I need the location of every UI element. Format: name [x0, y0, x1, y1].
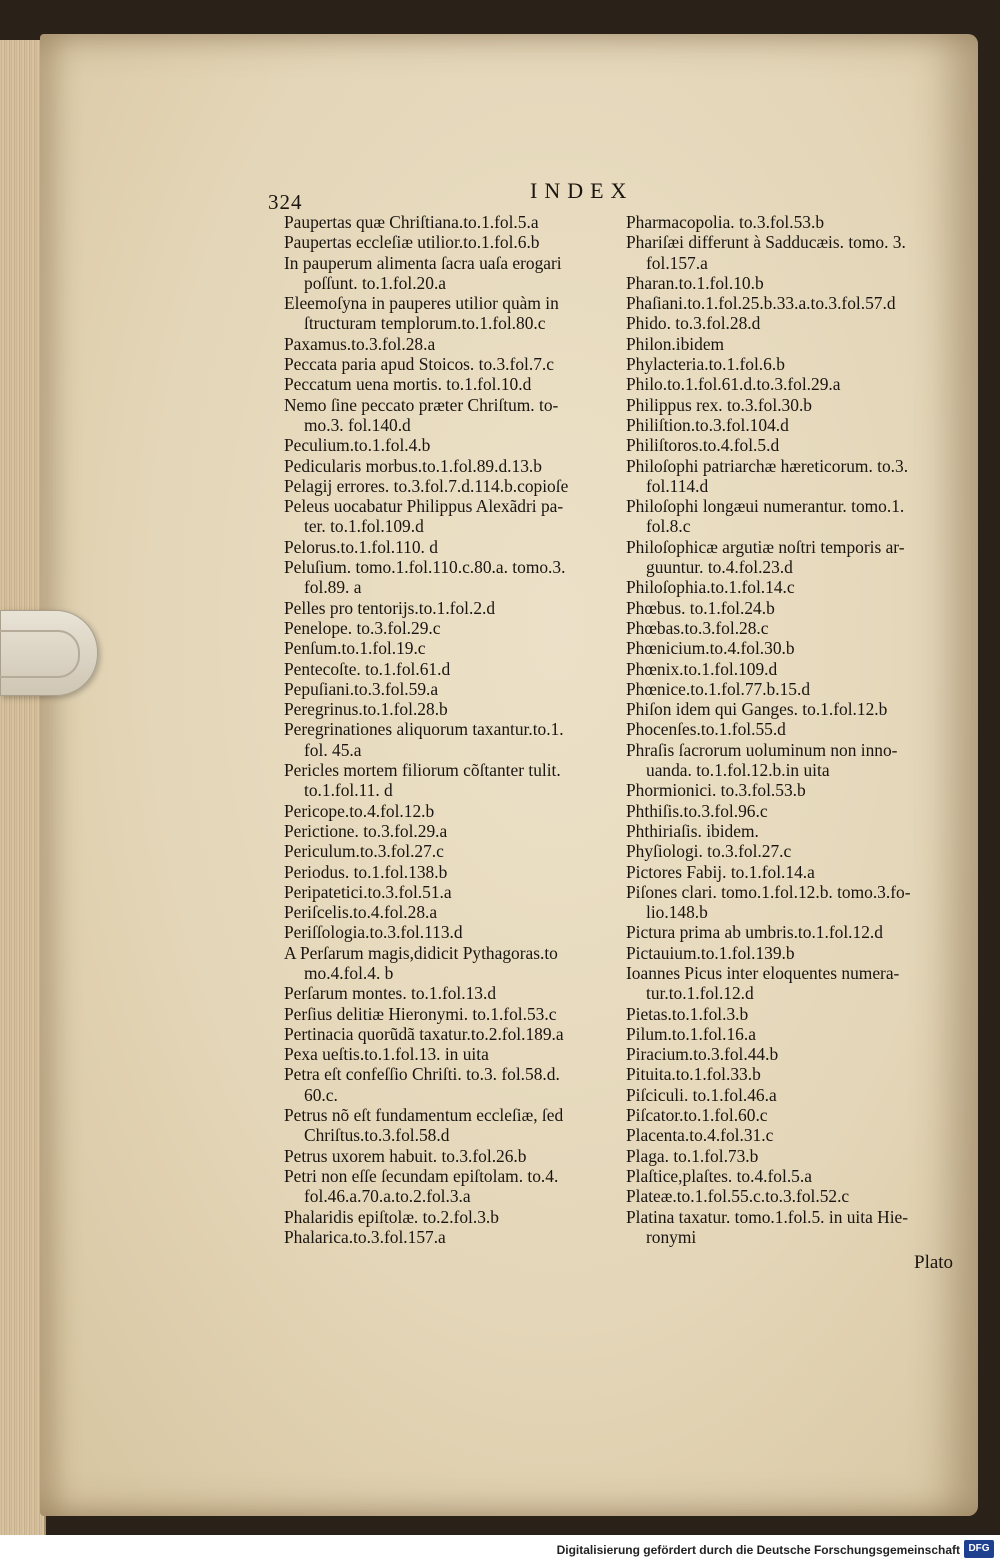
index-column-left [284, 212, 614, 1247]
index-entry-text: Phocenſes.to.1.fol.55.d [626, 719, 786, 740]
index-entry-text: Pelagij errores. to.3.fol.7.d.114.b.copioſe [284, 475, 569, 496]
index-entry [626, 415, 966, 435]
index-entry-text: Perictione. to.3.fol.29.a [284, 820, 448, 841]
index-entry-text: Philoſophi longæui numerantur. tomo.1. [626, 496, 905, 517]
index-entry [284, 902, 614, 922]
index-entry-text: Philiſtoros.to.4.fol.5.d [626, 435, 780, 456]
index-entry [284, 1064, 614, 1105]
index-entry [284, 1146, 614, 1166]
index-entry [626, 1146, 966, 1166]
index-entry [284, 212, 614, 232]
index-entry-text: In pauperum alimenta ſacra uaſa erogari [284, 252, 562, 273]
index-entry [284, 862, 614, 882]
index-entry-text: Peluſium. tomo.1.fol.110.c.80.a. tomo.3. [284, 557, 566, 578]
index-entry [626, 1064, 966, 1084]
index-entry [626, 273, 966, 293]
index-entry [626, 334, 966, 354]
index-entry [626, 1207, 966, 1248]
index-entry-text: Pedicularis morbus.to.1.fol.89.d.13.b [284, 455, 542, 476]
index-entry-text: Piſciculi. to.1.fol.46.a [626, 1084, 777, 1105]
index-entry-text: Petri non eſſe ſecundam epiſtolam. to.4. [284, 1165, 559, 1186]
index-entry-text: Pepuſiani.to.3.fol.59.a [284, 678, 439, 699]
index-entry-text: Philoſophi patriarchæ hæreticorum. to.3. [626, 455, 909, 476]
index-entry-text: Phœbus. to.1.fol.24.b [626, 597, 775, 618]
index-entry-text: Pituita.to.1.fol.33.b [626, 1064, 761, 1085]
index-entry [284, 496, 614, 537]
index-entry-continuation: mo.4.fol.4. b [304, 962, 394, 983]
index-entry-text: Perſius delitiæ Hieronymi. to.1.fol.53.c [284, 1003, 557, 1024]
index-entry [626, 1105, 966, 1125]
index-entry-continuation: fol.89. a [304, 577, 362, 598]
index-entry [626, 821, 966, 841]
index-entry-text: Phœnice.to.1.fol.77.b.15.d [626, 678, 811, 699]
index-entry-text: Pharan.to.1.fol.10.b [626, 272, 764, 293]
index-entry [284, 659, 614, 679]
index-entry [626, 1024, 966, 1044]
index-entry [626, 922, 966, 942]
index-entry-text: Phalarica.to.3.fol.157.a [284, 1226, 446, 1247]
index-entry-text: Pietas.to.1.fol.3.b [626, 1003, 749, 1024]
index-entry-text: Paupertas quæ Chriſtiana.to.1.fol.5.a [284, 212, 539, 232]
index-entry [284, 760, 614, 801]
index-entry-text: Pexa ueſtis.to.1.fol.13. in uita [284, 1044, 489, 1065]
index-entry-text: Philoſophia.to.1.fol.14.c [626, 577, 795, 598]
index-entry [626, 293, 966, 313]
index-entry [284, 719, 614, 760]
index-entry-text: Petra eſt confeſſio Chriſti. to.3. fol.58.d. [284, 1064, 560, 1085]
index-entry-continuation: ter. to.1.fol.109.d [304, 516, 424, 537]
index-entry-continuation: Chriſtus.to.3.fol.58.d [304, 1125, 450, 1146]
index-entry-text: Phylacteria.to.1.fol.6.b [626, 354, 785, 375]
index-entry-text: Phaſiani.to.1.fol.25.b.33.a.to.3.fol.57.d [626, 293, 896, 314]
index-entry-text: Phalaridis epiſtolæ. to.2.fol.3.b [284, 1206, 499, 1227]
index-entry-continuation: uanda. to.1.fol.12.b.in uita [646, 760, 830, 781]
index-entry [284, 821, 614, 841]
index-entry-text: Phthiriaſis. ibidem. [626, 820, 759, 841]
index-entry [284, 638, 614, 658]
index-entry [626, 659, 966, 679]
index-entry-text: Plaga. to.1.fol.73.b [626, 1145, 759, 1166]
index-entry-text: Phormionici. to.3.fol.53.b [626, 780, 806, 801]
index-entry-continuation: fol. 45.a [304, 739, 362, 760]
index-entry [626, 699, 966, 719]
index-entry [626, 232, 966, 273]
index-entry [626, 496, 966, 537]
index-entry-text: Phœnix.to.1.fol.109.d [626, 658, 778, 679]
index-entry [626, 740, 966, 781]
index-entry-continuation: lio.148.b [646, 902, 708, 923]
index-entry-text: Peregrinus.to.1.fol.28.b [284, 699, 448, 720]
index-entry-text: Phiſon idem qui Ganges. to.1.fol.12.b [626, 699, 888, 720]
index-entry-text: Placenta.to.4.fol.31.c [626, 1125, 774, 1146]
index-entry [284, 943, 614, 984]
index-entry [284, 699, 614, 719]
index-entry-text: Phraſis ſacrorum uoluminum non inno- [626, 739, 898, 760]
index-entry-text: Piracium.to.3.fol.44.b [626, 1044, 779, 1065]
index-entry-text: Platina taxatur. tomo.1.fol.5. in uita Hie- [626, 1206, 909, 1227]
index-entry-text: Piſcator.to.1.fol.60.c [626, 1105, 768, 1126]
index-entry [626, 374, 966, 394]
index-entry [284, 435, 614, 455]
index-entry [284, 232, 614, 252]
index-entry [284, 1166, 614, 1207]
index-entry [626, 456, 966, 497]
index-entry [626, 435, 966, 455]
index-entry [626, 598, 966, 618]
index-entry [626, 1004, 966, 1024]
index-entry-text: Peregrinationes aliquorum taxantur.to.1. [284, 719, 564, 740]
index-entry-continuation: mo.3. fol.140.d [304, 414, 411, 435]
index-entry-text: Peculium.to.1.fol.4.b [284, 435, 431, 456]
index-entry-text: Phœbas.to.3.fol.28.c [626, 617, 769, 638]
funding-note: Digitalisierung gefördert durch die Deutsche Forschungsgemeinschaft [556, 1543, 960, 1557]
index-entry [626, 618, 966, 638]
index-entry-text: Phyſiologi. to.3.fol.27.c [626, 841, 792, 862]
index-entry [626, 679, 966, 699]
index-entry-text: Pentecoſte. to.1.fol.61.d [284, 658, 451, 679]
index-entry [626, 841, 966, 861]
index-entry [626, 1186, 966, 1206]
index-entry-text: Peccata paria apud Stoicos. to.3.fol.7.c [284, 354, 554, 375]
index-column-right [626, 212, 966, 1247]
index-entry [284, 354, 614, 374]
index-entry-text: Pericope.to.4.fol.12.b [284, 800, 435, 821]
page-number: 324 [268, 190, 303, 214]
index-entry [626, 1044, 966, 1064]
index-entry [284, 557, 614, 598]
index-entry-text: Plateæ.to.1.fol.55.c.to.3.fol.52.c [626, 1186, 850, 1207]
index-entry [284, 882, 614, 902]
index-entry-text: Nemo ſine peccato præter Chriſtum. to- [284, 394, 559, 415]
index-entry [284, 1004, 614, 1024]
index-entry [626, 882, 966, 923]
index-entry [284, 395, 614, 436]
index-entry-continuation: 60.c. [304, 1084, 338, 1105]
dfg-logo: DFG [964, 1540, 994, 1558]
index-entry [284, 1044, 614, 1064]
index-entry [284, 374, 614, 394]
index-entry-continuation: fol.8.c [646, 516, 691, 537]
index-entry [284, 476, 614, 496]
index-entry-text: Plaſtice,plaſtes. to.4.fol.5.a [626, 1165, 812, 1186]
index-entry [284, 253, 614, 294]
index-entry-text: Peripatetici.to.3.fol.51.a [284, 881, 452, 902]
index-entry-text: Pharmacopolia. to.3.fol.53.b [626, 212, 825, 232]
index-entry-text: Pertinacia quorũdã taxatur.to.2.fol.189.a [284, 1023, 564, 1044]
index-entry-text: Ioannes Picus inter eloquentes numera- [626, 962, 900, 983]
index-entry-text: Phthiſis.to.3.fol.96.c [626, 800, 768, 821]
index-entry-text: Peccatum uena mortis. to.1.fol.10.d [284, 374, 532, 395]
index-entry [284, 334, 614, 354]
index-entry-text: Penſum.to.1.fol.19.c [284, 638, 426, 659]
index-entry [284, 801, 614, 821]
index-entry-text: Philiſtion.to.3.fol.104.d [626, 414, 789, 435]
index-entry [626, 577, 966, 597]
index-entry-text: Phido. to.3.fol.28.d [626, 313, 761, 334]
index-entry-text: Phariſæi differunt à Sadducæis. tomo. 3. [626, 232, 906, 253]
index-entry-text: Paupertas eccleſiæ utilior.to.1.fol.6.b [284, 232, 540, 253]
index-entry-text: Eleemoſyna in pauperes utilior quàm in [284, 293, 559, 314]
index-entry [626, 1085, 966, 1105]
index-entry-text: Periculum.to.3.fol.27.c [284, 841, 444, 862]
index-entry-continuation: ſtructuram templorum.to.1.fol.80.c [304, 313, 546, 334]
index-entry-text: Perſarum montes. to.1.fol.13.d [284, 983, 497, 1004]
index-entry-text: Piſones clari. tomo.1.fol.12.b. tomo.3.fo- [626, 881, 911, 902]
index-entry-text: Periodus. to.1.fol.138.b [284, 861, 448, 882]
index-entry [626, 719, 966, 739]
index-entry-continuation: poſſunt. to.1.fol.20.a [304, 272, 447, 293]
index-entry [284, 598, 614, 618]
index-entry-text: Philon.ibidem [626, 333, 725, 354]
index-entry-continuation: fol.114.d [646, 475, 709, 496]
index-entry [626, 801, 966, 821]
index-entry-continuation: fol.46.a.70.a.to.2.fol.3.a [304, 1186, 471, 1207]
index-entry-text: Philippus rex. to.3.fol.30.b [626, 394, 812, 415]
index-entry-text: Philo.to.1.fol.61.d.to.3.fol.29.a [626, 374, 841, 395]
index-entry [626, 780, 966, 800]
index-entry-text: Pelorus.to.1.fol.110. d [284, 536, 438, 557]
index-entry [284, 1227, 614, 1247]
index-entry [626, 537, 966, 578]
index-entry [284, 537, 614, 557]
index-entry-text: Periſſologia.to.3.fol.113.d [284, 922, 463, 943]
index-entry-text: Periſcelis.to.4.fol.28.a [284, 902, 438, 923]
index-entry [626, 862, 966, 882]
index-entry [284, 1105, 614, 1146]
index-entry [284, 1207, 614, 1227]
index-entry-continuation: fol.157.a [646, 252, 708, 273]
index-entry [626, 963, 966, 1004]
catchword: Plato [914, 1252, 954, 1273]
index-entry [284, 618, 614, 638]
index-entry-text: Pictores Fabij. to.1.fol.14.a [626, 861, 815, 882]
index-entry-continuation: tur.to.1.fol.12.d [646, 983, 754, 1004]
index-entry-text: Phœnicium.to.4.fol.30.b [626, 638, 795, 659]
index-entry [626, 1166, 966, 1186]
index-entry [626, 638, 966, 658]
index-entry-continuation: ronymi [646, 1226, 697, 1247]
index-entry [284, 983, 614, 1003]
index-entry [284, 456, 614, 476]
index-entry-text: Philoſophicæ argutiæ noſtri temporis ar- [626, 536, 905, 557]
index-entry-text: A Perſarum magis,didicit Pythagoras.to [284, 942, 558, 963]
index-entry [626, 313, 966, 333]
index-entry [284, 293, 614, 334]
index-entry-text: Pericles mortem filiorum cõſtanter tulit. [284, 760, 561, 781]
index-entry-text: Pilum.to.1.fol.16.a [626, 1023, 756, 1044]
index-entry [626, 395, 966, 415]
index-entry-text: Peleus uocabatur Philippus Alexãdri pa- [284, 496, 564, 517]
bookmark-clip-loop [0, 630, 80, 678]
index-entry [626, 354, 966, 374]
index-entry [626, 1125, 966, 1145]
index-entry [284, 922, 614, 942]
index-entry-text: Penelope. to.3.fol.29.c [284, 617, 441, 638]
index-entry-text: Petrus uxorem habuit. to.3.fol.26.b [284, 1145, 527, 1166]
index-entry [284, 1024, 614, 1044]
index-entry [626, 943, 966, 963]
index-entry [284, 841, 614, 861]
index-entry-continuation: guuntur. to.4.fol.23.d [646, 557, 793, 578]
index-entry [626, 212, 966, 232]
index-entry-text: Pictura prima ab umbris.to.1.fol.12.d [626, 922, 883, 943]
index-entry-text: Pelles pro tentorijs.to.1.fol.2.d [284, 597, 496, 618]
index-entry-text: Pictauium.to.1.fol.139.b [626, 942, 795, 963]
digitization-footer [0, 1535, 1000, 1563]
index-entry-continuation: to.1.fol.11. d [304, 780, 393, 801]
index-entry-text: Paxamus.to.3.fol.28.a [284, 333, 436, 354]
index-entry [284, 679, 614, 699]
running-head: INDEX [530, 178, 634, 203]
index-entry-text: Petrus nõ eſt fundamentum eccleſiæ, ſed [284, 1105, 564, 1126]
